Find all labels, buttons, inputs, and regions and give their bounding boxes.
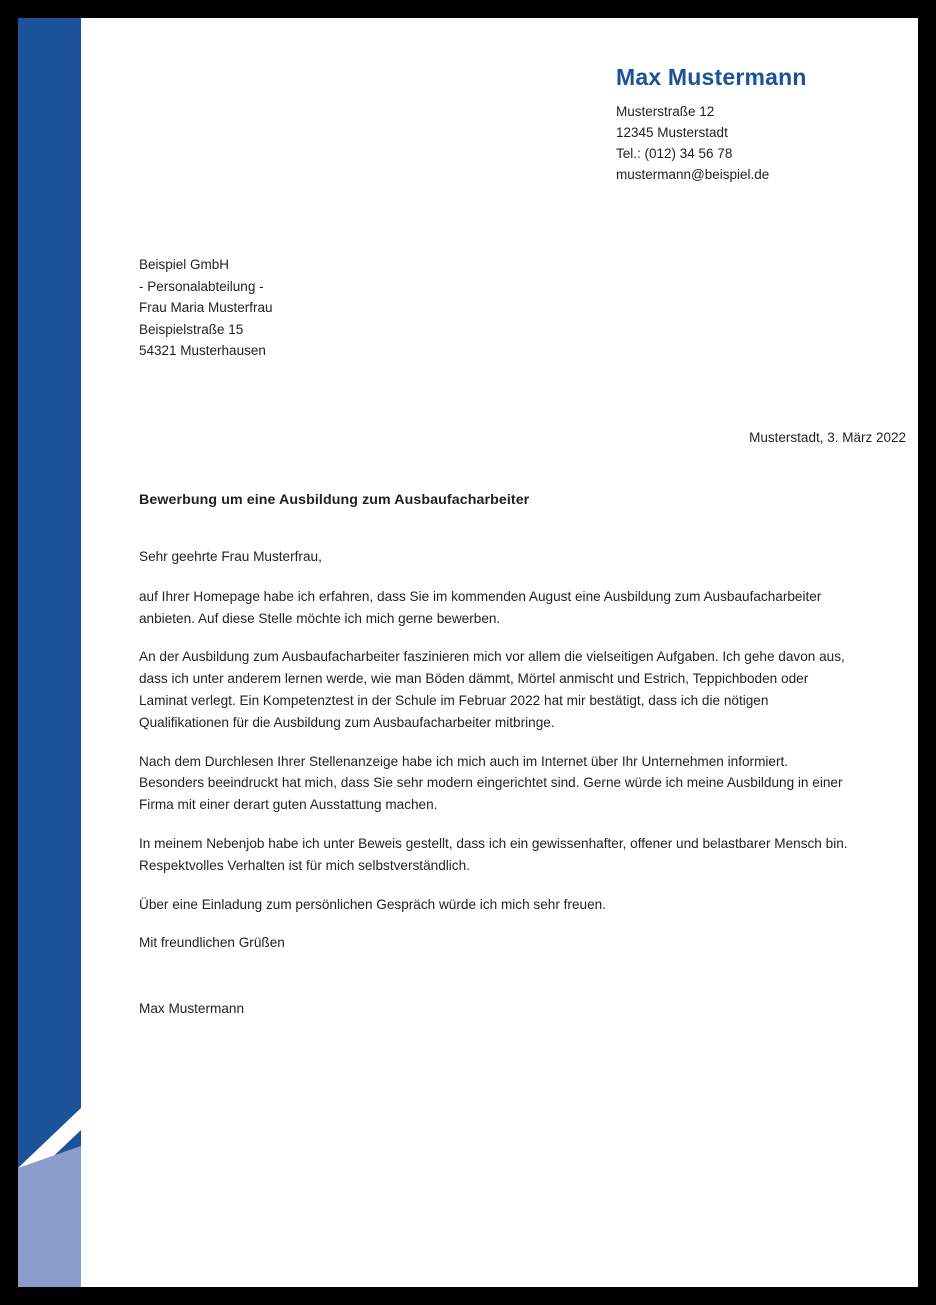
recipient-city: 54321 Musterhausen xyxy=(139,343,266,358)
sender-email: mustermann@beispiel.de xyxy=(616,167,770,182)
letter-page xyxy=(18,18,918,1287)
sidebar-accent-bar xyxy=(18,18,81,1287)
salutation: Sehr geehrte Frau Musterfrau, xyxy=(139,549,322,564)
sidebar-accent-bar-light xyxy=(18,1146,81,1287)
body-paragraph-5: Über eine Einladung zum persönlichen Gespräch würde ich mich sehr freuen. xyxy=(139,896,606,912)
sender-city: 12345 Musterstadt xyxy=(616,125,728,140)
sender-phone: Tel.: (012) 34 56 78 xyxy=(616,146,733,161)
recipient-street: Beispielstraße 15 xyxy=(139,321,244,337)
letter-content xyxy=(81,18,918,1287)
recipient-company: Beispiel GmbH xyxy=(139,257,230,272)
sender-block xyxy=(616,64,876,185)
sender-name: Max Mustermann xyxy=(616,64,807,90)
body-paragraph-3: Nach dem Durchlesen Ihrer Stellenanzeige habe ich mich auch im Internet über Ihr Unternehmen informiert. Besonders beeindruckt hat mich, dass Sie sehr modern eingerichtet sind. Gerne würde ich meine Ausbildung in einer Firma mit einer derart guten Ausstattung machen. xyxy=(139,753,843,813)
body-paragraph-1: auf Ihrer Homepage habe ich erfahren, dass Sie im kommenden August eine Ausbildung zum Ausbaufacharbeiter anbieten. Auf diese Stelle möchte ich mich gerne bewerben. xyxy=(139,588,822,626)
body-paragraph-2: An der Ausbildung zum Ausbaufacharbeiter faszinieren mich vor allem die vielseitigen Aufgaben. Ich gehe davon aus, dass ich unter anderem lernen werde, wie man Böden dämmt, Mörtel anmischt und Estrich, Teppichboden oder Laminat verlegt. Ein Kompetenztest in der Schule im Februar 2022 hat mir bestätigt, dass ich die nötigen Qualifikationen für die Ausbildung zum Ausbaufacharbeiter mitbringe. xyxy=(139,649,845,730)
recipient-department: - Personalabteilung - xyxy=(139,278,264,294)
closing-phrase: Mit freundlichen Grüßen xyxy=(139,935,285,951)
letter-body xyxy=(139,546,849,1020)
letter-subject: Bewerbung um eine Ausbildung zum Ausbaufacharbeiter xyxy=(139,492,530,508)
signature-name: Max Mustermann xyxy=(139,1001,245,1017)
recipient-person: Frau Maria Musterfrau xyxy=(139,300,273,315)
place-and-date: Musterstadt, 3. März 2022 xyxy=(749,430,906,445)
body-paragraph-4: In meinem Nebenjob habe ich unter Beweis gestellt, dass ich ein gewissenhafter, offener und belastbarer Mensch bin. Respektvolles Verhalten ist für mich selbstverständlich. xyxy=(139,835,848,873)
recipient-block xyxy=(139,254,273,362)
sender-street: Musterstraße 12 xyxy=(616,104,715,119)
